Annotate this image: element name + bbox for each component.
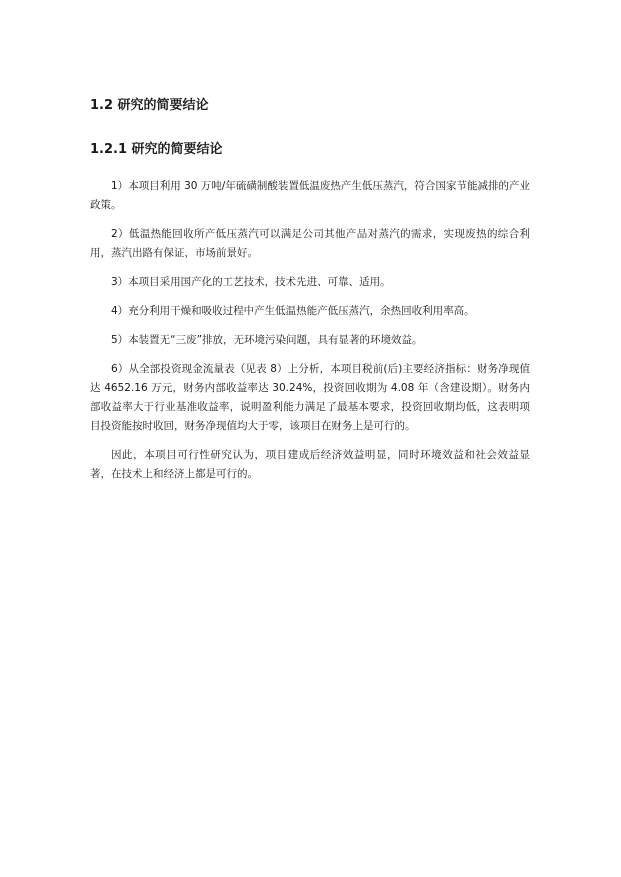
paragraph-2: 2）低温热能回收所产低压蒸汽可以满足公司其他产品对蒸汽的需求，实现废热的综合利用，蒸汽出路有保证，市场前景好。	[90, 228, 530, 259]
subsection-heading: 1.2.1 研究的简要结论	[90, 142, 223, 157]
paragraph-6: 6）从全部投资现金流量表（见表 8）上分析，本项目税前(后)主要经济指标：财务净现值达 4652.16 万元，财务内部收益率达 30.24%，投资回收期为 4.08 年（含建设期）。财务内部收益率大于行业基准收益率，说明盈利能力满足了最基本要求，投资回收期均低，这表明项目投资能按时收回，财务净现值均大于零，该项目在财务上是可行的。	[90, 363, 530, 432]
conclusion-body	[90, 177, 530, 494]
paragraph-4: 4）充分利用干燥和吸收过程中产生低温热能产低压蒸汽，余热回收利用率高。	[111, 305, 475, 317]
paragraph-1: 1）本项目利用 30 万吨/年硫磺制酸装置低温废热产生低压蒸汽，符合国家节能减排的产业政策。	[90, 180, 530, 211]
paragraph-3: 3）本项目采用国产化的工艺技术，技术先进、可靠、适用。	[111, 276, 391, 288]
paragraph-5: 5）本装置无“三废”排放，无环境污染问题，具有显著的环境效益。	[111, 334, 423, 346]
section-heading: 1.2 研究的简要结论	[90, 98, 209, 113]
paragraph-conclusion: 因此，本项目可行性研究认为，项目建成后经济效益明显，同时环境效益和社会效益显著，在技术上和经济上都是可行的。	[90, 449, 530, 480]
